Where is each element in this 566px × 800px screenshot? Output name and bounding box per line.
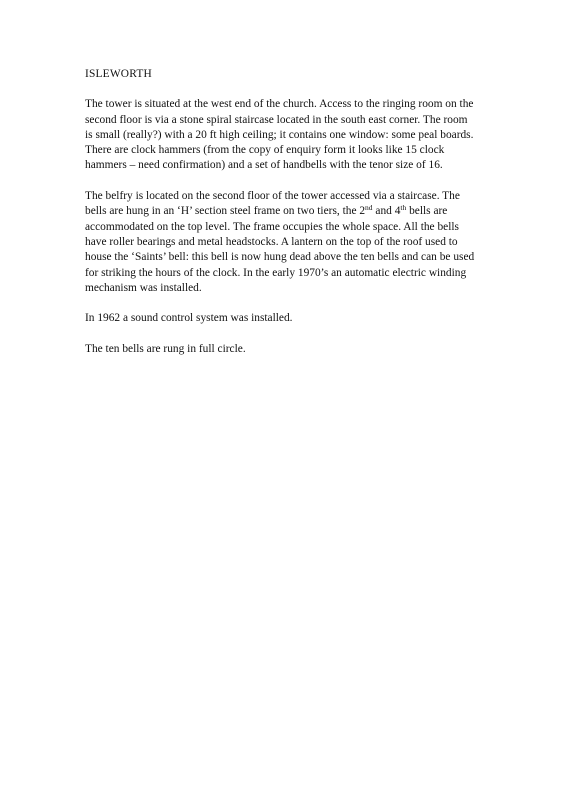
- paragraph-belfry: [85, 189, 485, 296]
- paragraph-line: The ten bells are rung in full circle.: [85, 343, 246, 356]
- document-body: [85, 67, 485, 373]
- text-run: bells are hung in an ‘H’ section steel frame on two tiers, the 2: [85, 205, 366, 218]
- paragraph-line: There are clock hammers (from the copy of enquiry form it looks like 15 clock: [85, 144, 445, 157]
- paragraph-tower: [85, 97, 485, 173]
- text-run: and 4: [372, 205, 401, 218]
- paragraph-line: mechanism was installed.: [85, 281, 202, 294]
- paragraph-line: have roller bearings and metal headstocks. A lantern on the top of the roof used to: [85, 235, 458, 248]
- text-run: bells are: [406, 205, 448, 218]
- paragraph-line: second floor is via a stone spiral staircase located in the south east corner. The room: [85, 113, 468, 126]
- ordinal-superscript: th: [400, 203, 407, 213]
- paragraph-bells-rung: [85, 342, 485, 357]
- paragraph-line: hammers – need confirmation) and a set of handbells with the tenor size of 16.: [85, 159, 443, 172]
- paragraph-line: house the ‘Saints’ bell: this bell is now hung dead above the ten bells and can be used: [85, 251, 475, 264]
- document-title: ISLEWORTH: [85, 68, 152, 80]
- paragraph-line: for striking the hours of the clock. In the early 1970’s an automatic electric winding: [85, 266, 467, 279]
- paragraph-line: accommodated on the top level. The frame occupies the whole space. All the bells: [85, 220, 459, 233]
- paragraph-line: is small (really?) with a 20 ft high ceiling; it contains one window: some peal boards.: [85, 128, 474, 141]
- paragraph-line: The tower is situated at the west end of the church. Access to the ringing room on the: [85, 98, 474, 111]
- paragraph-line: In 1962 a sound control system was installed.: [85, 312, 293, 325]
- paragraph-line-with-superscripts: [85, 204, 485, 219]
- paragraph-sound-control: [85, 311, 485, 326]
- paragraph-line: The belfry is located on the second floor of the tower accessed via a staircase. The: [85, 190, 460, 203]
- ordinal-superscript: nd: [365, 203, 373, 213]
